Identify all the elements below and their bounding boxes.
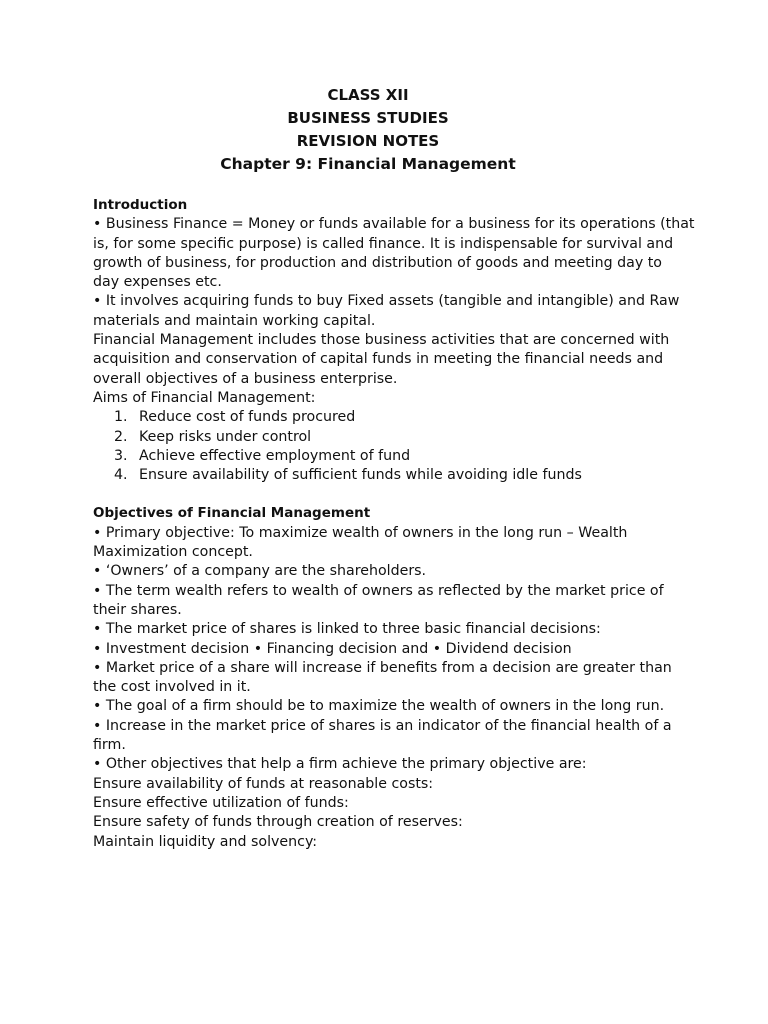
list-number: 3. <box>114 447 128 464</box>
paragraph-line: materials and maintain working capital. <box>93 312 376 329</box>
paragraph-line: firm. <box>93 737 126 754</box>
paragraph-line: is, for some specific purpose) is called finance. It is indispensable for survival and <box>93 235 674 252</box>
paragraph-line: • The market price of shares is linked to three basic financial decisions: <box>93 621 601 638</box>
list-number: 1. <box>114 409 128 426</box>
objectives-heading: Objectives of Financial Management <box>93 505 371 522</box>
paragraph-line: Ensure availability of funds at reasonable costs: <box>93 775 434 792</box>
paragraph-line: • Increase in the market price of shares is an indicator of the financial health of a <box>93 717 672 734</box>
class-title: CLASS XII <box>327 86 409 104</box>
paragraph-line: acquisition and conservation of capital funds in meeting the financial needs and <box>93 351 664 368</box>
introduction-body <box>93 215 695 408</box>
list-text: Keep risks under control <box>139 428 312 445</box>
paragraph-line: Ensure effective utilization of funds: <box>93 794 349 811</box>
introduction-heading: Introduction <box>93 197 188 213</box>
paragraph-line: Maintain liquidity and solvency: <box>93 833 318 850</box>
chapter-title: Chapter 9: Financial Management <box>220 155 516 173</box>
list-number: 2. <box>114 428 128 445</box>
list-item <box>93 428 683 447</box>
list-item <box>93 466 683 485</box>
paragraph-line: overall objectives of a business enterprise. <box>93 370 398 387</box>
subject-title: BUSINESS STUDIES <box>287 109 449 127</box>
notes-title: REVISION NOTES <box>296 132 440 150</box>
paragraph-line: day expenses etc. <box>93 274 222 291</box>
aims-label: Aims of Financial Management: <box>93 389 316 406</box>
paragraph-line: Maximization concept. <box>93 544 253 561</box>
paragraph-line: Ensure safety of funds through creation of reserves: <box>93 814 463 831</box>
paragraph-line: • It involves acquiring funds to buy Fixed assets (tangible and intangible) and Raw <box>93 293 680 310</box>
paragraph-line: Financial Management includes those business activities that are concerned with <box>93 332 670 349</box>
paragraph-line: the cost involved in it. <box>93 679 251 696</box>
paragraph-line: • Other objectives that help a firm achieve the primary objective are: <box>93 756 587 773</box>
paragraph-line: • ‘Owners’ of a company are the shareholders. <box>93 563 427 580</box>
paragraph-line: • The term wealth refers to wealth of owners as reflected by the market price of <box>93 582 664 599</box>
list-item <box>93 447 683 466</box>
list-text: Ensure availability of sufficient funds while avoiding idle funds <box>139 467 582 484</box>
paragraph-line: growth of business, for production and distribution of goods and meeting day to <box>93 254 662 271</box>
list-text: Reduce cost of funds procured <box>139 409 356 426</box>
title-block <box>53 84 683 176</box>
paragraph-line: • Primary objective: To maximize wealth of owners in the long run – Wealth <box>93 524 628 541</box>
aims-list <box>93 408 683 485</box>
document-page <box>93 84 695 852</box>
list-item <box>93 408 683 427</box>
paragraph-line: • The goal of a firm should be to maximize the wealth of owners in the long run. <box>93 698 665 715</box>
list-number: 4. <box>114 467 128 484</box>
paragraph-line: • Market price of a share will increase if benefits from a decision are greater than <box>93 659 672 676</box>
paragraph-line: • Investment decision • Financing decision and • Dividend decision <box>93 640 572 657</box>
objectives-body <box>93 524 683 852</box>
paragraph-line: their shares. <box>93 601 182 618</box>
list-text: Achieve effective employment of fund <box>139 447 411 464</box>
paragraph-line: • Business Finance = Money or funds available for a business for its operations (that <box>93 216 695 233</box>
